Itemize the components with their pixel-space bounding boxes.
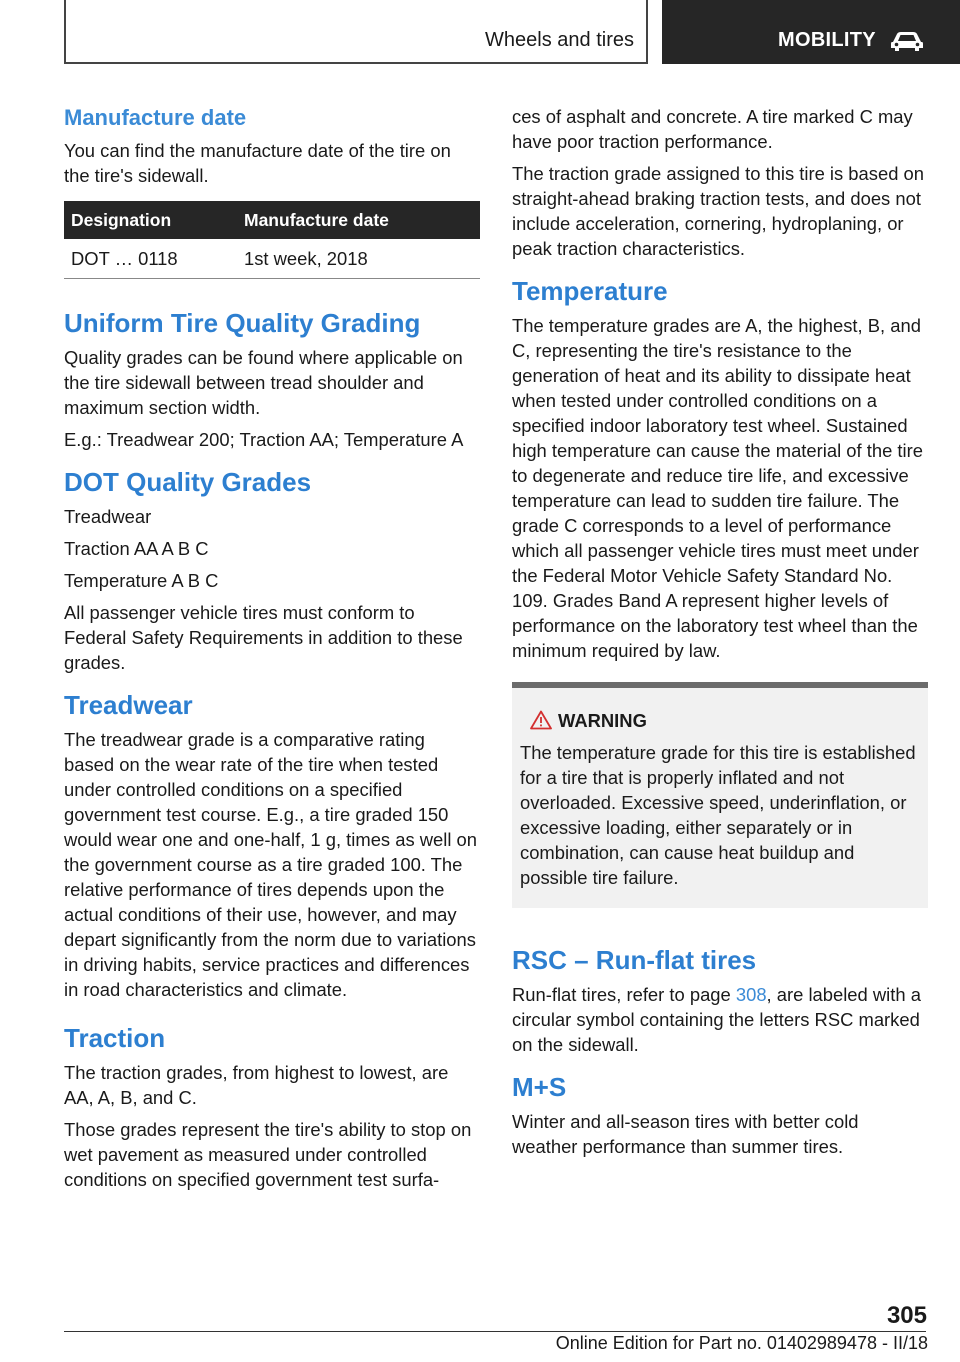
left-column (64, 104, 480, 1199)
rsc-heading: RSC – Run-flat tires (512, 945, 757, 975)
dot-paragraph-traction: Traction AA A B C (64, 538, 209, 559)
warning-box (512, 682, 928, 908)
temperature-text: The temperature grades are A, the highest, B, and C, representing the tire's resistance to the generation of heat and its ability to dissipate heat when tested under controlled conditions on a specified indoor laboratory test wheel. Sustained high temperature can cause the material of the tire to degenerate and reduce tire life, and excessive temperature can lead to sudden tire failure. The grade C corresponds to a level of performance which all passenger vehicle tires must meet under the Federal Motor Vehicle Safety Standard No. 109. Grades Band A represent higher levels of performance on the laboratory test wheel than the minimum required by law. (512, 315, 923, 661)
header-chapter-box (662, 0, 960, 64)
warning-title: WARNING (558, 710, 647, 731)
car-icon (890, 30, 924, 52)
ms-heading: M+S (512, 1072, 567, 1102)
table-cell-designation: DOT … 0118 (64, 239, 237, 279)
utqg-paragraph-2: E.g.: Treadwear 200; Traction AA; Temperature A (64, 429, 464, 450)
traction-continued-paragraph-1: ces of asphalt and concrete. A tire marked C may have poor traction performance. (512, 106, 913, 152)
dot-paragraph-treadwear: Treadwear (64, 506, 152, 527)
dot-paragraph-temperature: Temperature A B C (64, 570, 219, 591)
page-number: 305 (886, 1302, 927, 1329)
table-header-row (64, 201, 480, 239)
table-row (64, 239, 480, 279)
rsc-text-after: , are labeled with a circular symbol containing the letters RSC marked on the sidewall. (512, 984, 921, 1055)
manufacture-date-heading: Manufacture date (64, 105, 247, 130)
dot-grades-heading: DOT Quality Grades (64, 467, 312, 497)
traction-paragraph-2: Those grades represent the tire's ability to stop on wet pavement as measured under controlled conditions on specified government test surfa- (64, 1119, 472, 1190)
manufacture-date-text: You can find the manufacture date of the tire on the tire's sidewall. (64, 140, 451, 186)
temperature-heading: Temperature (512, 276, 668, 306)
utqg-paragraph-1: Quality grades can be found where applicable on the tire sidewall between tread shoulder and maximum section width. (64, 347, 463, 418)
section-title: Wheels and tires (485, 29, 634, 51)
traction-continued-paragraph-2: The traction grade assigned to this tire is based on straight-ahead braking traction tests, and does not include acceleration, cornering, hydroplaning, or peak traction characteristics. (512, 163, 924, 259)
traction-heading: Traction (64, 1023, 166, 1053)
warning-text: The temperature grade for this tire is established for a tire that is properly inflated and not overloaded. Excessive speed, underinflation, or excessive loading, either separately or in combination, can cause heat buildup and possible tire failure. (520, 742, 916, 888)
ms-text: Winter and all-season tires with better cold weather performance than summer tires. (512, 1111, 859, 1157)
manufacture-date-table (64, 201, 480, 279)
table-header-manufacture-date: Manufacture date (237, 201, 480, 239)
table-cell-manufacture-date: 1st week, 2018 (237, 239, 480, 279)
header-section-box (64, 0, 648, 64)
warning-header (520, 708, 918, 736)
page-reference-link[interactable]: 308 (735, 984, 767, 1005)
utqg-heading: Uniform Tire Quality Grading (64, 308, 421, 338)
edition-info: Online Edition for Part no. 01402989478 - II/18 (555, 1333, 928, 1353)
traction-paragraph-1: The traction grades, from highest to lowest, are AA, A, B, and C. (64, 1062, 449, 1108)
footer-divider (64, 1331, 926, 1332)
dot-paragraph-requirements: All passenger vehicle tires must conform to Federal Safety Requirements in addition to these grades. (64, 602, 463, 673)
chapter-title: MOBILITY (778, 29, 876, 51)
warning-triangle-icon (530, 710, 552, 730)
right-column (512, 104, 928, 1166)
table-header-designation: Designation (64, 201, 237, 239)
treadwear-text: The treadwear grade is a comparative rating based on the wear rate of the tire when tested under controlled conditions on a specified government test course. E.g., a tire graded 150 would wear one and one-half, 1 g, times as well on the government course as a tire graded 100. The relative performance of tires depends upon the actual conditions of their use, however, and may depart significantly from the norm due to variations in driving habits, service practices and differences in road characteristics and climate. (64, 729, 478, 1000)
treadwear-heading: Treadwear (64, 690, 193, 720)
rsc-text (512, 982, 928, 1057)
rsc-text-before: Run-flat tires, refer to page (512, 984, 736, 1005)
